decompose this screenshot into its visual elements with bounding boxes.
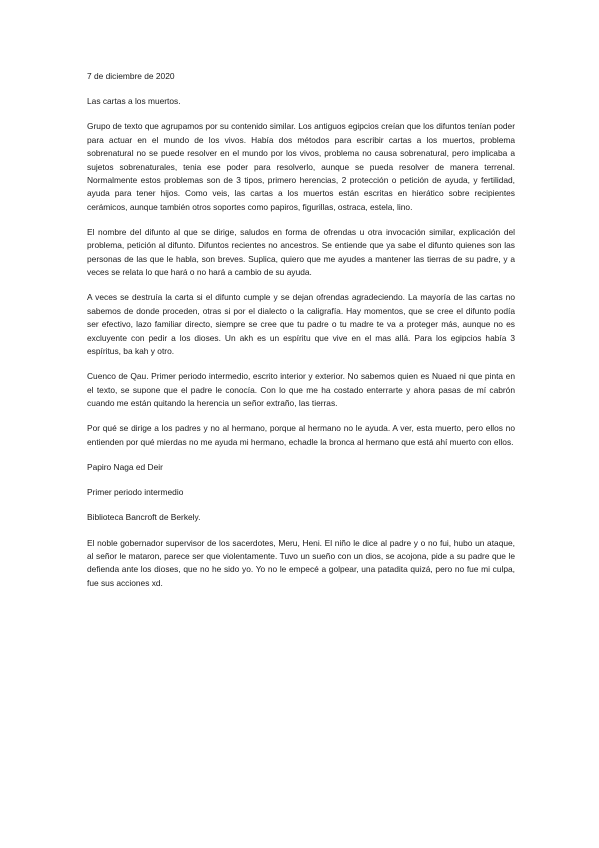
paragraph-parents: Por qué se dirige a los padres y no al hermano, porque al hermano no le ayuda. A ver, esta muerto, pero ellos no entienden por qué mierdas no me ayuda mi hermano, echadle la bronca al hermano que está ahí muerto con ellos. [87,423,515,447]
paragraph-qau-bowl: Cuenco de Qau. Primer periodo intermedio, escrito interior y exterior. No sabemos quien es Nuaed ni que pinta en el texto, se supone que el padre le conocía. Con lo que me ha costado enterrarte y ahora pasas de mí cabrón cuando me están quitando la herencia un señor extraño, las tierras. [87,371,515,409]
document-date: 7 de diciembre de 2020 [87,71,175,81]
paragraph-destruction: A veces se destruía la carta si el difunto cumple y se dejan ofrendas agradeciendo. La mayoría de las cartas no sabemos de donde proceden, otras si por el dialecto o la caligrafía. Hay momentos, que se cree el difunto podía ser efectivo, lazo familiar directo, siempre se cree que tu padre o tu madre te va a proteger más, aunque no es excluyente con pedir a los dioses. Un akh es un espíritu que vive en el mas allá. Para los egipcios había 3 espíritus, ba kah y otro. [87,292,515,357]
document-body [87,70,515,602]
paragraph-period: Primer periodo intermedio [87,487,184,498]
document-title: Las cartas a los muertos. [87,96,181,107]
paragraph-papyrus-title: Papiro Naga ed Deir [87,461,163,472]
paragraph-library: Biblioteca Bancroft de Berkely. [87,512,201,523]
paragraph-structure: El nombre del difunto al que se dirige, saludos en forma de ofrendas u otra invocación similar, explicación del problema, petición al difunto. Difuntos recientes no ancestros. Se entiende que ya sabe el difunto quienes son las personas de las que le habla, son breves. Suplica, quiero que me ayudes a mantener las tierras de su padre, y a veces se relata lo que hará o no hará a cambio de su ayuda. [87,227,515,278]
paragraph-noble-governor: El noble gobernador supervisor de los sacerdotes, Meru, Heni. El niño le dice al padre y o no fui, hubo un ataque, al señor le mataron, parece ser que violentamente. Tuvo un sueño con un dios, se acojona, pide a su padre que le defienda ante los dioses, que no he sido yo. Yo no le empecé a golpear, una patadita quizá, pero no fue mi culpa, fue sus acciones xd. [87,537,515,588]
paragraph-intro: Grupo de texto que agrupamos por su contenido similar. Los antiguos egipcios creían que los difuntos tenían poder para actuar en el mundo de los vivos. Había dos métodos para escribir cartas a los muertos, problema sobrenatural no se puede resolver en el mundo por los vivos, problema no causa sobrenatural, pero implicaba a sujetos sobrenaturales, tenia ese poder para resolverlo, aunque se pueda resolver de manera terrenal. Normalmente estos problemas son de 3 tipos, primero herencias, 2 protección o petición de ayuda, y fertilidad, ayuda para tener hijos. Como veis, las cartas a los muertos están escritas en hierático sobre recipientes cerámicos, aunque también otros soportes como papiros, figurillas, ostraca, estela, lino. [87,121,515,212]
